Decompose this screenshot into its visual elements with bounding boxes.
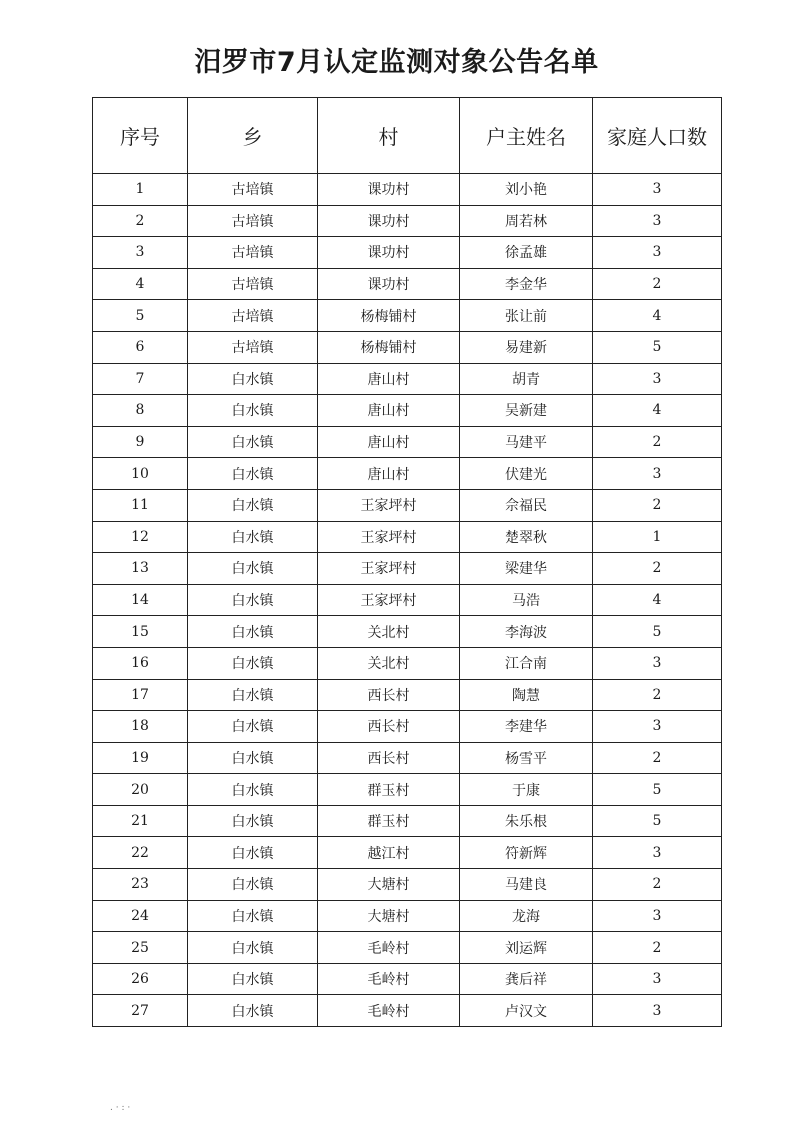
cell-village: 关北村 bbox=[318, 647, 460, 679]
cell-householder: 李海波 bbox=[460, 616, 593, 648]
cell-householder: 胡青 bbox=[460, 363, 593, 395]
cell-family-size: 3 bbox=[593, 205, 722, 237]
cell-householder: 佘福民 bbox=[460, 489, 593, 521]
cell-family-size: 3 bbox=[593, 458, 722, 490]
cell-index: 19 bbox=[93, 742, 188, 774]
cell-township: 白水镇 bbox=[188, 395, 318, 427]
table-row bbox=[93, 995, 722, 1027]
cell-family-size: 5 bbox=[593, 805, 722, 837]
cell-township: 白水镇 bbox=[188, 363, 318, 395]
cell-householder: 周若林 bbox=[460, 205, 593, 237]
table-row bbox=[93, 900, 722, 932]
cell-index: 18 bbox=[93, 711, 188, 743]
cell-index: 3 bbox=[93, 237, 188, 269]
header-village: 村 bbox=[318, 98, 460, 174]
cell-index: 15 bbox=[93, 616, 188, 648]
cell-family-size: 3 bbox=[593, 837, 722, 869]
cell-village: 群玉村 bbox=[318, 805, 460, 837]
cell-family-size: 3 bbox=[593, 363, 722, 395]
cell-index: 23 bbox=[93, 869, 188, 901]
cell-family-size: 4 bbox=[593, 584, 722, 616]
cell-householder: 卢汉文 bbox=[460, 995, 593, 1027]
cell-householder: 梁建华 bbox=[460, 553, 593, 585]
cell-township: 白水镇 bbox=[188, 837, 318, 869]
cell-village: 唐山村 bbox=[318, 363, 460, 395]
cell-index: 1 bbox=[93, 174, 188, 206]
scan-speck: . · : · bbox=[110, 1103, 131, 1113]
cell-township: 白水镇 bbox=[188, 805, 318, 837]
cell-family-size: 2 bbox=[593, 489, 722, 521]
cell-householder: 刘小艳 bbox=[460, 174, 593, 206]
cell-village: 课功村 bbox=[318, 268, 460, 300]
cell-householder: 马浩 bbox=[460, 584, 593, 616]
table-row bbox=[93, 711, 722, 743]
cell-township: 古培镇 bbox=[188, 300, 318, 332]
table-row bbox=[93, 395, 722, 427]
table-row bbox=[93, 805, 722, 837]
cell-village: 课功村 bbox=[318, 237, 460, 269]
cell-family-size: 3 bbox=[593, 174, 722, 206]
cell-family-size: 3 bbox=[593, 900, 722, 932]
cell-householder: 龚后祥 bbox=[460, 963, 593, 995]
cell-householder: 马建良 bbox=[460, 869, 593, 901]
table-row bbox=[93, 426, 722, 458]
cell-householder: 龙海 bbox=[460, 900, 593, 932]
cell-householder: 伏建光 bbox=[460, 458, 593, 490]
cell-index: 2 bbox=[93, 205, 188, 237]
cell-index: 24 bbox=[93, 900, 188, 932]
cell-township: 古培镇 bbox=[188, 268, 318, 300]
cell-family-size: 2 bbox=[593, 679, 722, 711]
cell-village: 群玉村 bbox=[318, 774, 460, 806]
cell-village: 大塘村 bbox=[318, 900, 460, 932]
cell-family-size: 3 bbox=[593, 963, 722, 995]
table-row bbox=[93, 963, 722, 995]
cell-family-size: 2 bbox=[593, 869, 722, 901]
cell-village: 杨梅铺村 bbox=[318, 331, 460, 363]
cell-township: 白水镇 bbox=[188, 458, 318, 490]
cell-township: 白水镇 bbox=[188, 774, 318, 806]
table-row bbox=[93, 742, 722, 774]
cell-index: 12 bbox=[93, 521, 188, 553]
cell-householder: 符新辉 bbox=[460, 837, 593, 869]
cell-index: 17 bbox=[93, 679, 188, 711]
cell-village: 唐山村 bbox=[318, 426, 460, 458]
table-row bbox=[93, 268, 722, 300]
cell-householder: 陶慧 bbox=[460, 679, 593, 711]
cell-township: 白水镇 bbox=[188, 489, 318, 521]
cell-township: 白水镇 bbox=[188, 521, 318, 553]
table-row bbox=[93, 300, 722, 332]
cell-householder: 李建华 bbox=[460, 711, 593, 743]
cell-township: 白水镇 bbox=[188, 584, 318, 616]
table-row bbox=[93, 521, 722, 553]
cell-index: 26 bbox=[93, 963, 188, 995]
cell-family-size: 2 bbox=[593, 268, 722, 300]
cell-family-size: 5 bbox=[593, 774, 722, 806]
cell-family-size: 1 bbox=[593, 521, 722, 553]
cell-householder: 刘运辉 bbox=[460, 932, 593, 964]
table-row bbox=[93, 174, 722, 206]
cell-householder: 于康 bbox=[460, 774, 593, 806]
cell-village: 大塘村 bbox=[318, 869, 460, 901]
cell-index: 5 bbox=[93, 300, 188, 332]
table-row bbox=[93, 616, 722, 648]
cell-index: 25 bbox=[93, 932, 188, 964]
cell-township: 白水镇 bbox=[188, 963, 318, 995]
table-row bbox=[93, 932, 722, 964]
cell-family-size: 2 bbox=[593, 553, 722, 585]
header-index: 序号 bbox=[93, 98, 188, 174]
cell-township: 白水镇 bbox=[188, 995, 318, 1027]
cell-village: 唐山村 bbox=[318, 395, 460, 427]
cell-village: 毛岭村 bbox=[318, 995, 460, 1027]
monitoring-list-table bbox=[92, 97, 722, 1027]
cell-index: 21 bbox=[93, 805, 188, 837]
cell-township: 古培镇 bbox=[188, 331, 318, 363]
cell-index: 22 bbox=[93, 837, 188, 869]
cell-family-size: 3 bbox=[593, 647, 722, 679]
cell-township: 白水镇 bbox=[188, 616, 318, 648]
cell-family-size: 5 bbox=[593, 616, 722, 648]
table-row bbox=[93, 205, 722, 237]
cell-family-size: 3 bbox=[593, 995, 722, 1027]
cell-township: 白水镇 bbox=[188, 932, 318, 964]
table-row bbox=[93, 679, 722, 711]
header-householder: 户主姓名 bbox=[460, 98, 593, 174]
cell-village: 王家坪村 bbox=[318, 553, 460, 585]
cell-householder: 易建新 bbox=[460, 331, 593, 363]
cell-family-size: 3 bbox=[593, 711, 722, 743]
cell-index: 6 bbox=[93, 331, 188, 363]
header-family-size: 家庭人口数 bbox=[593, 98, 722, 174]
cell-index: 16 bbox=[93, 647, 188, 679]
cell-householder: 徐孟雄 bbox=[460, 237, 593, 269]
cell-householder: 朱乐根 bbox=[460, 805, 593, 837]
cell-index: 8 bbox=[93, 395, 188, 427]
cell-householder: 李金华 bbox=[460, 268, 593, 300]
table-row bbox=[93, 363, 722, 395]
cell-township: 白水镇 bbox=[188, 711, 318, 743]
cell-householder: 江合南 bbox=[460, 647, 593, 679]
header-township: 乡 bbox=[188, 98, 318, 174]
cell-index: 14 bbox=[93, 584, 188, 616]
table-row bbox=[93, 584, 722, 616]
cell-village: 课功村 bbox=[318, 205, 460, 237]
table-row bbox=[93, 489, 722, 521]
cell-family-size: 4 bbox=[593, 300, 722, 332]
cell-village: 西长村 bbox=[318, 742, 460, 774]
cell-village: 王家坪村 bbox=[318, 584, 460, 616]
cell-village: 西长村 bbox=[318, 711, 460, 743]
table-row bbox=[93, 647, 722, 679]
table-body bbox=[93, 174, 722, 1027]
cell-village: 越江村 bbox=[318, 837, 460, 869]
cell-village: 毛岭村 bbox=[318, 932, 460, 964]
cell-index: 13 bbox=[93, 553, 188, 585]
cell-householder: 吴新建 bbox=[460, 395, 593, 427]
cell-township: 白水镇 bbox=[188, 742, 318, 774]
cell-index: 27 bbox=[93, 995, 188, 1027]
cell-family-size: 5 bbox=[593, 331, 722, 363]
cell-family-size: 2 bbox=[593, 932, 722, 964]
cell-township: 白水镇 bbox=[188, 869, 318, 901]
cell-family-size: 2 bbox=[593, 426, 722, 458]
cell-village: 关北村 bbox=[318, 616, 460, 648]
cell-village: 西长村 bbox=[318, 679, 460, 711]
page-title: 汨罗市7月认定监测对象公告名单 bbox=[194, 47, 599, 78]
cell-index: 11 bbox=[93, 489, 188, 521]
table-row bbox=[93, 869, 722, 901]
cell-village: 王家坪村 bbox=[318, 489, 460, 521]
cell-village: 课功村 bbox=[318, 174, 460, 206]
cell-index: 9 bbox=[93, 426, 188, 458]
cell-index: 7 bbox=[93, 363, 188, 395]
cell-householder: 杨雪平 bbox=[460, 742, 593, 774]
cell-township: 古培镇 bbox=[188, 174, 318, 206]
cell-township: 白水镇 bbox=[188, 553, 318, 585]
cell-township: 白水镇 bbox=[188, 426, 318, 458]
cell-index: 20 bbox=[93, 774, 188, 806]
cell-township: 白水镇 bbox=[188, 900, 318, 932]
cell-village: 毛岭村 bbox=[318, 963, 460, 995]
cell-index: 4 bbox=[93, 268, 188, 300]
cell-family-size: 3 bbox=[593, 237, 722, 269]
table-row bbox=[93, 237, 722, 269]
cell-village: 杨梅铺村 bbox=[318, 300, 460, 332]
cell-village: 王家坪村 bbox=[318, 521, 460, 553]
cell-householder: 张让前 bbox=[460, 300, 593, 332]
cell-township: 白水镇 bbox=[188, 679, 318, 711]
cell-family-size: 4 bbox=[593, 395, 722, 427]
table-header-row bbox=[93, 98, 722, 174]
table-row bbox=[93, 837, 722, 869]
cell-householder: 楚翠秋 bbox=[460, 521, 593, 553]
cell-township: 古培镇 bbox=[188, 205, 318, 237]
cell-village: 唐山村 bbox=[318, 458, 460, 490]
table-row bbox=[93, 553, 722, 585]
cell-householder: 马建平 bbox=[460, 426, 593, 458]
table-row bbox=[93, 458, 722, 490]
cell-index: 10 bbox=[93, 458, 188, 490]
cell-township: 古培镇 bbox=[188, 237, 318, 269]
cell-township: 白水镇 bbox=[188, 647, 318, 679]
cell-family-size: 2 bbox=[593, 742, 722, 774]
table-row bbox=[93, 331, 722, 363]
table-row bbox=[93, 774, 722, 806]
